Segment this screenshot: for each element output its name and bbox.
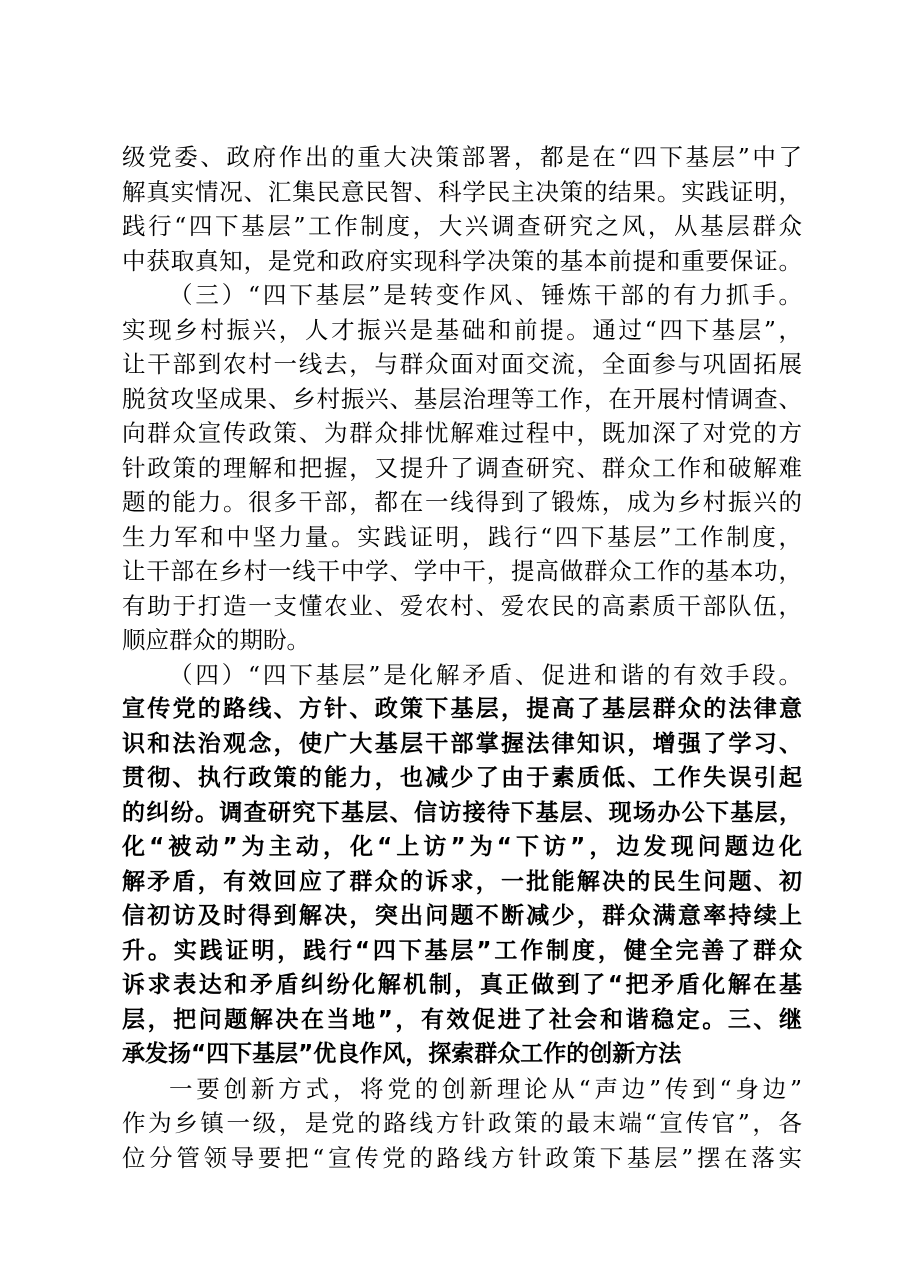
- text-line: 生力军和中坚力量。实践证明，践行“四下基层”工作制度，: [122, 522, 802, 551]
- bold-text-line: 贯彻、执行政策的能力，也减少了由于素质低、工作失误引起: [122, 765, 802, 791]
- paragraph-cadre-training: [122, 278, 802, 658]
- bold-text-line: 信初访及时得到解决，突出问题不断减少，群众满意率持续上: [122, 903, 802, 929]
- text-line: 针政策的理解和把握，又提升了调查研究、群众工作和破解难: [122, 453, 802, 482]
- text-line: 作为乡镇一级，是党的路线方针政策的最末端“宣传官”，各: [122, 1109, 802, 1137]
- bold-text-line: 的纠纷。调查研究下基层、信访接待下基层、现场办公下基层，: [122, 799, 802, 826]
- bold-text-line: 升。实践证明，践行“四下基层”工作制度，健全完善了群众: [122, 937, 802, 964]
- text-line: 题的能力。很多干部，都在一线得到了锻炼，成为乡村振兴的: [122, 488, 802, 516]
- paragraph-decision-making: [122, 140, 802, 278]
- bold-text-line: 承发扬“四下基层”优良作风，探索群众工作的创新方法: [122, 1041, 682, 1067]
- bold-text-line: 解矛盾，有效回应了群众的诉求，一批能解决的民生问题、初: [122, 868, 802, 895]
- text-line: 脱贫攻坚成果、乡村振兴、基层治理等工作，在开展村情调查、: [122, 384, 802, 413]
- text-line: 顺应群众的期盼。: [122, 626, 310, 654]
- section-heading-four: （四）“四下基层”是化解矛盾、促进和谐的有效手段。: [169, 660, 802, 689]
- bold-text-line: 化“被动”为主动，化“上访”为“下访”，边发现问题边化: [122, 834, 802, 860]
- text-line: 位分管领导要把“宣传党的路线方针政策下基层”摆在落实: [122, 1143, 802, 1172]
- text-line: 践行“四下基层”工作制度，大兴调查研究之风，从基层群众: [122, 212, 802, 240]
- bold-text-line: 宣传党的路线、方针、政策下基层，提高了基层群众的法律意: [122, 696, 802, 722]
- bold-text-line: 层，把问题解决在当地”，有效促进了社会和谐稳定。三、继: [122, 1006, 802, 1033]
- text-line: 有助于打造一支懂农业、爱农村、爱农民的高素质干部队伍，: [122, 591, 802, 620]
- paragraph-conflict-resolution: [122, 658, 802, 1072]
- section-heading-three: （三）“四下基层”是转变作风、锤炼干部的有力抓手。: [169, 281, 802, 309]
- text-line: 让干部到农村一线去，与群众面对面交流，全面参与巩固拓展: [122, 350, 802, 378]
- bold-text-line: 识和法治观念，使广大基层干部掌握法律知识，增强了学习、: [122, 730, 802, 757]
- bold-text-line: 诉求表达和矛盾纠纷化解机制，真正做到了“把矛盾化解在基: [122, 972, 802, 998]
- text-line: 中获取真知，是党和政府实现科学决策的基本前提和重要保证。: [122, 246, 802, 275]
- text-line: 让干部在乡村一线干中学、学中干，提高做群众工作的基本功，: [122, 557, 802, 585]
- paragraph-innovation-methods: [122, 1072, 802, 1176]
- document-body: [122, 140, 802, 1175]
- text-line: 向群众宣传政策、为群众排忧解难过程中，既加深了对党的方: [122, 419, 802, 447]
- text-line: 实现乡村振兴，人才振兴是基础和前提。通过“四下基层”，: [122, 315, 802, 344]
- text-line: 解真实情况、汇集民意民智、科学民主决策的结果。实践证明，: [122, 177, 802, 206]
- text-line: 级党委、政府作出的重大决策部署，都是在“四下基层”中了: [122, 143, 802, 171]
- text-line: 一要创新方式，将党的创新理论从“声边”传到“身边”: [169, 1074, 802, 1103]
